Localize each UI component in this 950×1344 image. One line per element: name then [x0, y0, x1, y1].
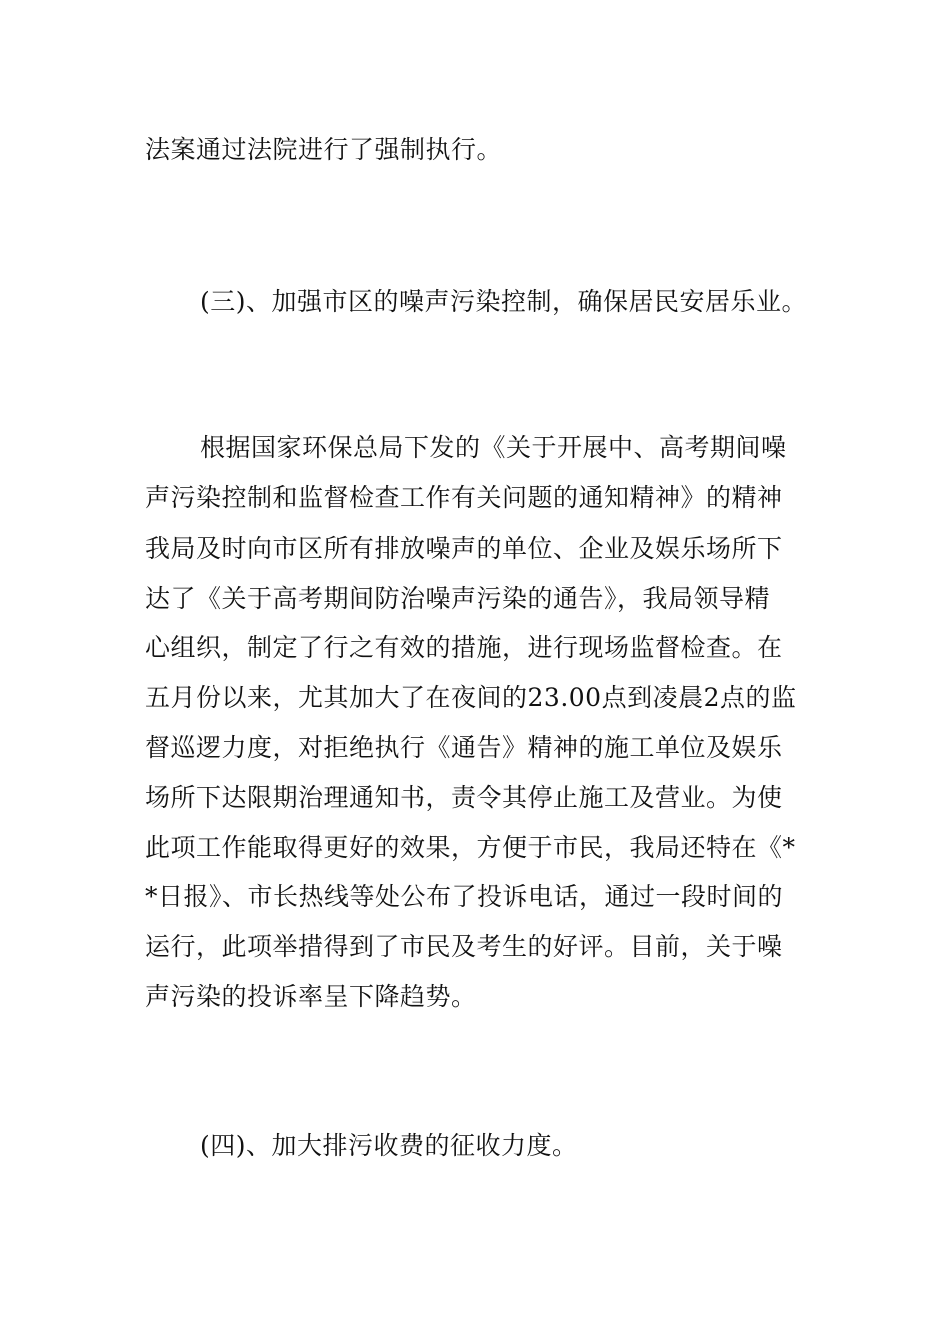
paragraph-line: *日报》、市长热线等处公布了投诉电话，通过一段时间的 — [145, 882, 784, 911]
paragraph-line: 达了《关于高考期间防治噪声污染的通告》，我局领导精 — [145, 584, 771, 613]
paragraph-line: 心组织，制定了行之有效的措施，进行现场监督检查。在 — [145, 633, 783, 662]
paragraph-line: 五月份以来，尤其加大了在夜间的23.00点到凌晨2点的监 — [145, 683, 797, 712]
paragraph-line: 声污染的投诉率呈下降趋势。 — [145, 982, 477, 1011]
section-4-heading: (四)、加大排污收费的征收力度。 — [200, 1131, 578, 1160]
paragraph-line: 场所下达限期治理通知书，责令其停止施工及营业。为使 — [145, 783, 783, 812]
paragraph-line: 我局及时向市区所有排放噪声的单位、企业及娱乐场所下 — [145, 534, 783, 563]
paragraph-line: 此项工作能取得更好的效果，方便于市民，我局还特在《* — [145, 833, 796, 862]
section-3-heading: (三)、加强市区的噪声污染控制，确保居民安居乐业。 — [200, 287, 808, 316]
paragraph-line: 声污染控制和监督检查工作有关问题的通知精神》的精神 — [145, 483, 783, 512]
paragraph-line: 运行，此项举措得到了市民及考生的好评。目前，关于噪 — [145, 932, 783, 961]
continuation-line: 法案通过法院进行了强制执行。 — [145, 135, 503, 164]
paragraph-line: 督巡逻力度，对拒绝执行《通告》精神的施工单位及娱乐 — [145, 733, 783, 762]
paragraph-line: 根据国家环保总局下发的《关于开展中、高考期间噪 — [200, 433, 787, 462]
